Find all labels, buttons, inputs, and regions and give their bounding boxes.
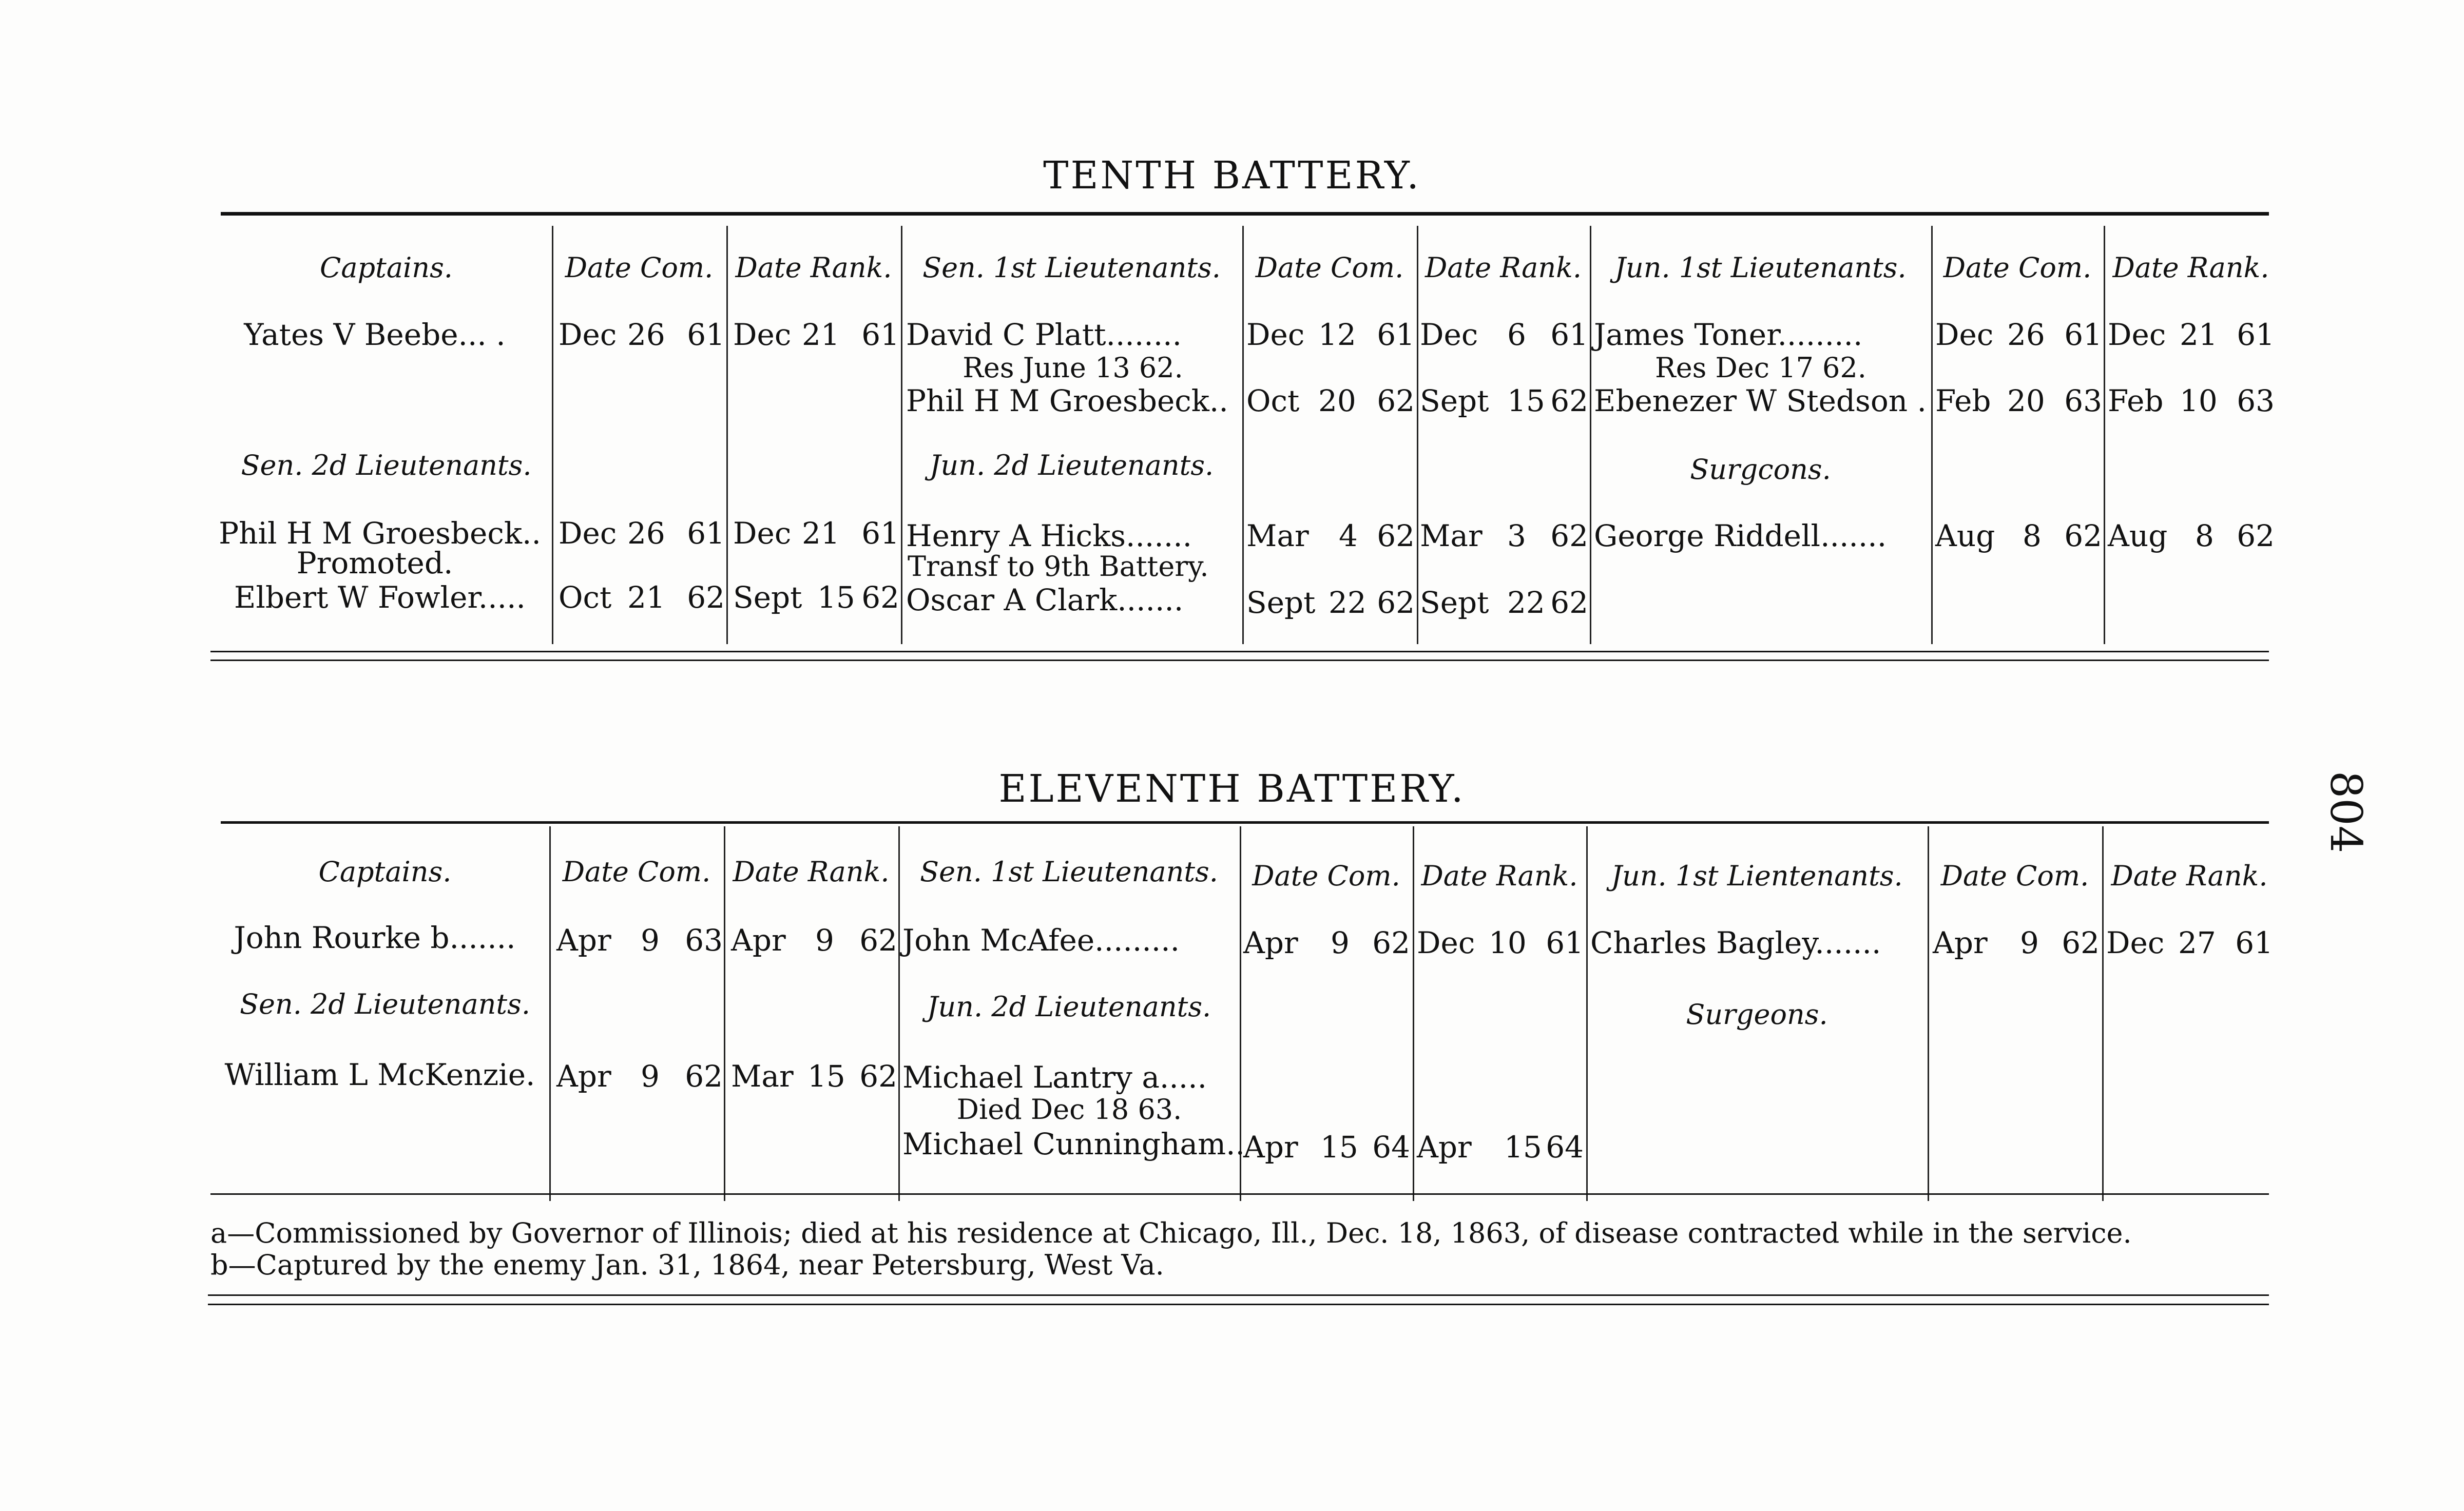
tenth-top-rule bbox=[221, 212, 2269, 216]
eleventh-header-sen-2d: Sen. 2d Lieutenants. bbox=[240, 988, 530, 1020]
tenth-jun2d-note: Transf to 9th Battery. bbox=[908, 550, 1209, 583]
footnote-b: b—Captured by the enemy Jan. 31, 1864, near Petersburg, West Va. bbox=[210, 1249, 1164, 1281]
eleventh-sen1st-name: John McAfee......... bbox=[902, 923, 1180, 958]
tenth-jun1st-name-1: James Toner......... bbox=[1594, 317, 1863, 352]
eleventh-sen2d-name: William L McKenzie. bbox=[224, 1057, 535, 1092]
tenth-battery-title: TENTH BATTERY. bbox=[1043, 153, 1421, 198]
tenth-jun2d-name-1: Henry A Hicks....... bbox=[906, 518, 1192, 553]
eleventh-header-sen-1st: Sen. 1st Lieutenants. bbox=[920, 856, 1218, 888]
tenth-sen2d-name-2: Elbert W Fowler..... bbox=[234, 580, 526, 615]
tenth-jun2d-name-2: Oscar A Clark....... bbox=[906, 583, 1184, 617]
eleventh-battery-title: ELEVENTH BATTERY. bbox=[998, 767, 1466, 811]
tenth-sen2d-note: Promoted. bbox=[296, 546, 453, 580]
tenth-bottom-rule bbox=[210, 651, 2269, 652]
tenth-jun1st-note: Res Dec 17 62. bbox=[1655, 352, 1866, 384]
footnote-bottom-rule bbox=[208, 1294, 2269, 1296]
tenth-header-surgeons: Surgcons. bbox=[1690, 453, 1831, 486]
tenth-header-jun-2d: Jun. 2d Lieutenants. bbox=[929, 449, 1214, 481]
eleventh-header-date-com-3: Date Com. bbox=[1940, 860, 2089, 892]
eleventh-header-date-com: Date Com. bbox=[562, 856, 711, 888]
eleventh-header-date-rank: Date Rank. bbox=[733, 856, 890, 888]
tenth-header-date-com-2: Date Com. bbox=[1255, 251, 1404, 284]
tenth-bottom-rule-2 bbox=[210, 660, 2269, 661]
tenth-surgeon-name: George Riddell....... bbox=[1594, 518, 1887, 553]
eleventh-header-captains: Captains. bbox=[318, 856, 452, 888]
tenth-sen1st-name-2: Phil H M Groesbeck.. bbox=[906, 383, 1228, 418]
eleventh-captain-name: John Rourke b....... bbox=[234, 920, 516, 955]
tenth-sen1st-note: Res June 13 62. bbox=[962, 352, 1183, 384]
tenth-header-date-rank-3: Date Rank. bbox=[2112, 251, 2269, 284]
tenth-jun1st-name-2: Ebenezer W Stedson . bbox=[1594, 383, 1927, 418]
tenth-sen2d-name-1: Phil H M Groesbeck.. bbox=[219, 516, 541, 551]
eleventh-jun2d-name-1: Michael Lantry a..... bbox=[902, 1060, 1207, 1095]
tenth-header-date-com: Date Com. bbox=[565, 251, 714, 284]
eleventh-jun2d-name-2: Michael Cunningham.. bbox=[902, 1127, 1245, 1161]
tenth-header-date-rank-2: Date Rank. bbox=[1424, 251, 1582, 284]
tenth-sen1st-name-1: David C Platt........ bbox=[906, 317, 1182, 352]
tenth-header-date-rank: Date Rank. bbox=[735, 251, 892, 284]
tenth-header-sen-1st: Sen. 1st Lieutenants. bbox=[922, 251, 1221, 284]
eleventh-header-date-com-2: Date Com. bbox=[1252, 860, 1400, 892]
eleventh-header-jun-2d: Jun. 2d Lieutenants. bbox=[927, 991, 1211, 1023]
eleventh-jun1st-name: Charles Bagley....... bbox=[1590, 925, 1881, 960]
tenth-header-sen-2d: Sen. 2d Lieutenants. bbox=[241, 449, 532, 481]
footnote-bottom-rule-2 bbox=[208, 1304, 2269, 1305]
eleventh-top-rule bbox=[221, 821, 2269, 824]
tenth-captain-name: Yates V Beebe... . bbox=[244, 317, 506, 352]
eleventh-header-jun-1st: Jun. 1st Lientenants. bbox=[1611, 860, 1903, 892]
eleventh-header-surgeons: Surgeons. bbox=[1686, 998, 1828, 1031]
tenth-header-captains: Captains. bbox=[320, 251, 453, 284]
footnote-a: a—Commissioned by Governor of Illinois; died at his residence at Chicago, Ill., Dec. 18, 1863, of disease contracted while in the service. bbox=[210, 1217, 2132, 1249]
eleventh-bottom-rule bbox=[210, 1193, 2269, 1195]
eleventh-jun2d-note: Died Dec 18 63. bbox=[956, 1093, 1182, 1126]
tenth-header-jun-1st: Jun. 1st Lieutenants. bbox=[1614, 251, 1907, 284]
page-number: 804 bbox=[2321, 770, 2372, 854]
tenth-header-date-com-3: Date Com. bbox=[1943, 251, 2092, 284]
eleventh-header-date-rank-3: Date Rank. bbox=[2111, 860, 2268, 892]
eleventh-header-date-rank-2: Date Rank. bbox=[1421, 860, 1578, 892]
